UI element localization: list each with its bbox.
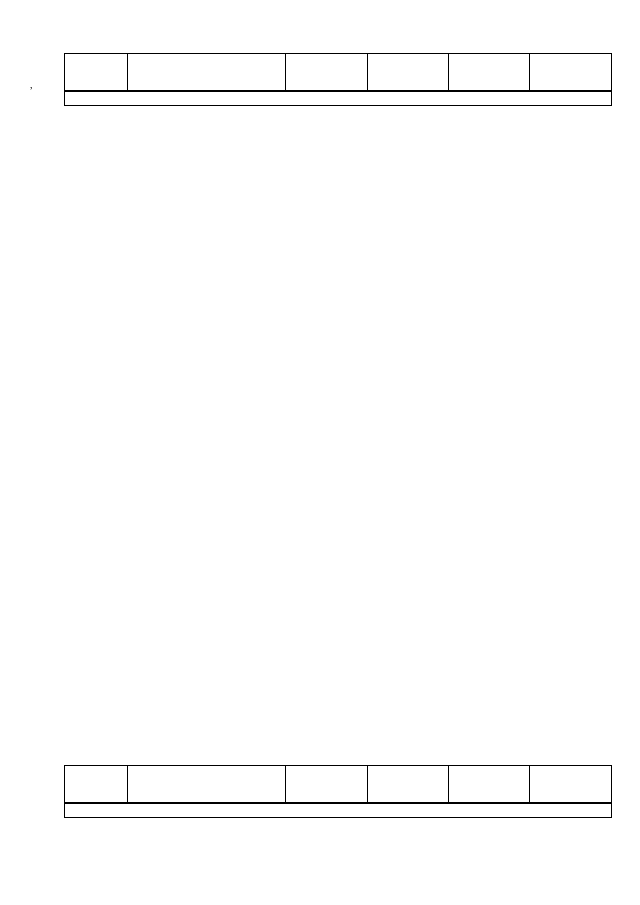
norm-label [65,803,612,818]
section-header [65,106,612,107]
norm-label [65,91,612,106]
norm-row [65,803,612,818]
header-code [65,766,128,804]
section-number [65,106,128,107]
empty-cell [530,106,612,107]
header-name [128,766,286,804]
norm-row [65,91,612,106]
header-price [368,766,449,804]
resource-table-2 [64,765,612,818]
header-code [65,54,128,92]
header-unit [286,54,368,92]
header-col2 [530,54,612,92]
header-price [368,54,449,92]
header-col1 [449,54,530,92]
margin-mark: , [30,80,33,91]
section-title [128,106,286,107]
header-name [128,54,286,92]
header-unit [286,766,368,804]
table-header [65,766,612,804]
empty-cell [286,106,368,107]
empty-cell [449,106,530,107]
empty-cell [368,106,449,107]
table-header [65,54,612,92]
header-col1 [449,766,530,804]
header-col2 [530,766,612,804]
resource-table-1 [64,53,612,106]
